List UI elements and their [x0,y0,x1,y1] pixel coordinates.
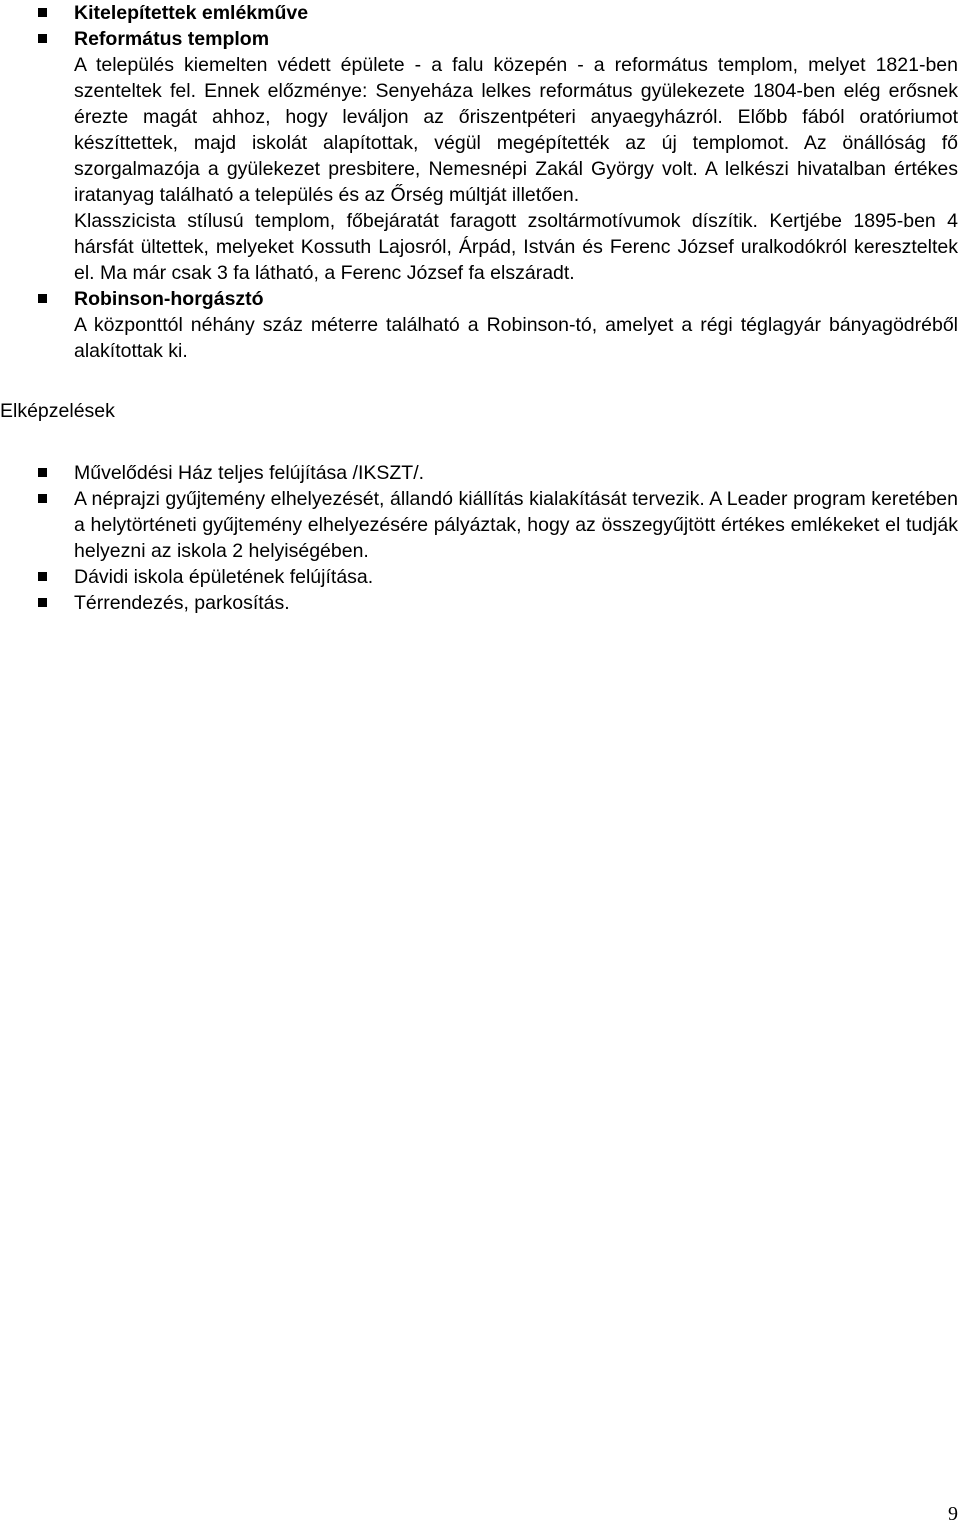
square-bullet-icon [38,572,47,581]
square-bullet-icon [38,494,47,503]
item-heading: Kitelepítettek emlékműve [74,2,309,24]
list-item [0,286,960,364]
document-body [0,0,960,616]
list-item [0,460,960,486]
square-bullet-icon [38,8,47,17]
plans-list [0,460,960,616]
plan-text: Dávidi iskola épületének felújítása. [74,566,374,588]
square-bullet-icon [38,598,47,607]
square-bullet-icon [38,468,47,477]
list-item [0,564,960,590]
list-item [0,26,960,286]
page-number: 9 [948,1503,958,1525]
item-heading: Robinson-horgásztó [74,288,264,310]
list-item [0,486,960,564]
item-paragraph: A település kiemelten védett épülete - a falu közepén - a református templom, melyet 1821-ben szenteltek fel. Ennek előzménye: Senyeháza lelkes református gyülekezete 1804-ben elég erősnek érezte magát ahhoz, hogy leváljon az őriszentpéteri anyaegyházról. Előbb fából oratóriumot készíttettek, majd iskolát alapítottak, végül megépítették az új templomot. Az önállóság fő szorgalmazója a gyülekezet presbitere, Nemesnépi Zakál György volt. A lelkészi hivatalban értékes iratanyag található a település és az Őrség múltját illetően. [74,54,958,206]
section-title: Elképzelések [0,400,115,422]
item-heading: Református templom [74,28,270,50]
plan-text: A néprajzi gyűjtemény elhelyezését, állandó kiállítás kialakítását tervezik. A Leader program keretében a helytörténeti gyűjtemény elhelyezésére pályáztak, hogy az összegyűjtött értékes emlékeket el tudják helyezni az iskola 2 helyiségében. [74,488,958,562]
plan-text: Térrendezés, parkosítás. [74,592,290,614]
item-paragraph: Klasszicista stílusú templom, főbejáratát faragott zsoltármotívumok díszítik. Kertjébe 1895-ben 4 hársfát ültettek, melyeket Kossuth Lajosról, Árpád, István és Ferenc József uralkodókról kereszteltek el. Ma már csak 3 fa látható, a Ferenc József fa elszáradt. [74,210,958,284]
list-item [0,0,960,26]
list-item [0,590,960,616]
plan-text: Művelődési Ház teljes felújítása /IKSZT/. [74,462,425,484]
square-bullet-icon [38,34,47,43]
square-bullet-icon [38,294,47,303]
item-paragraph: A központtól néhány száz méterre található a Robinson-tó, amelyet a régi téglagyár bányagödréből alakítottak ki. [74,314,958,362]
